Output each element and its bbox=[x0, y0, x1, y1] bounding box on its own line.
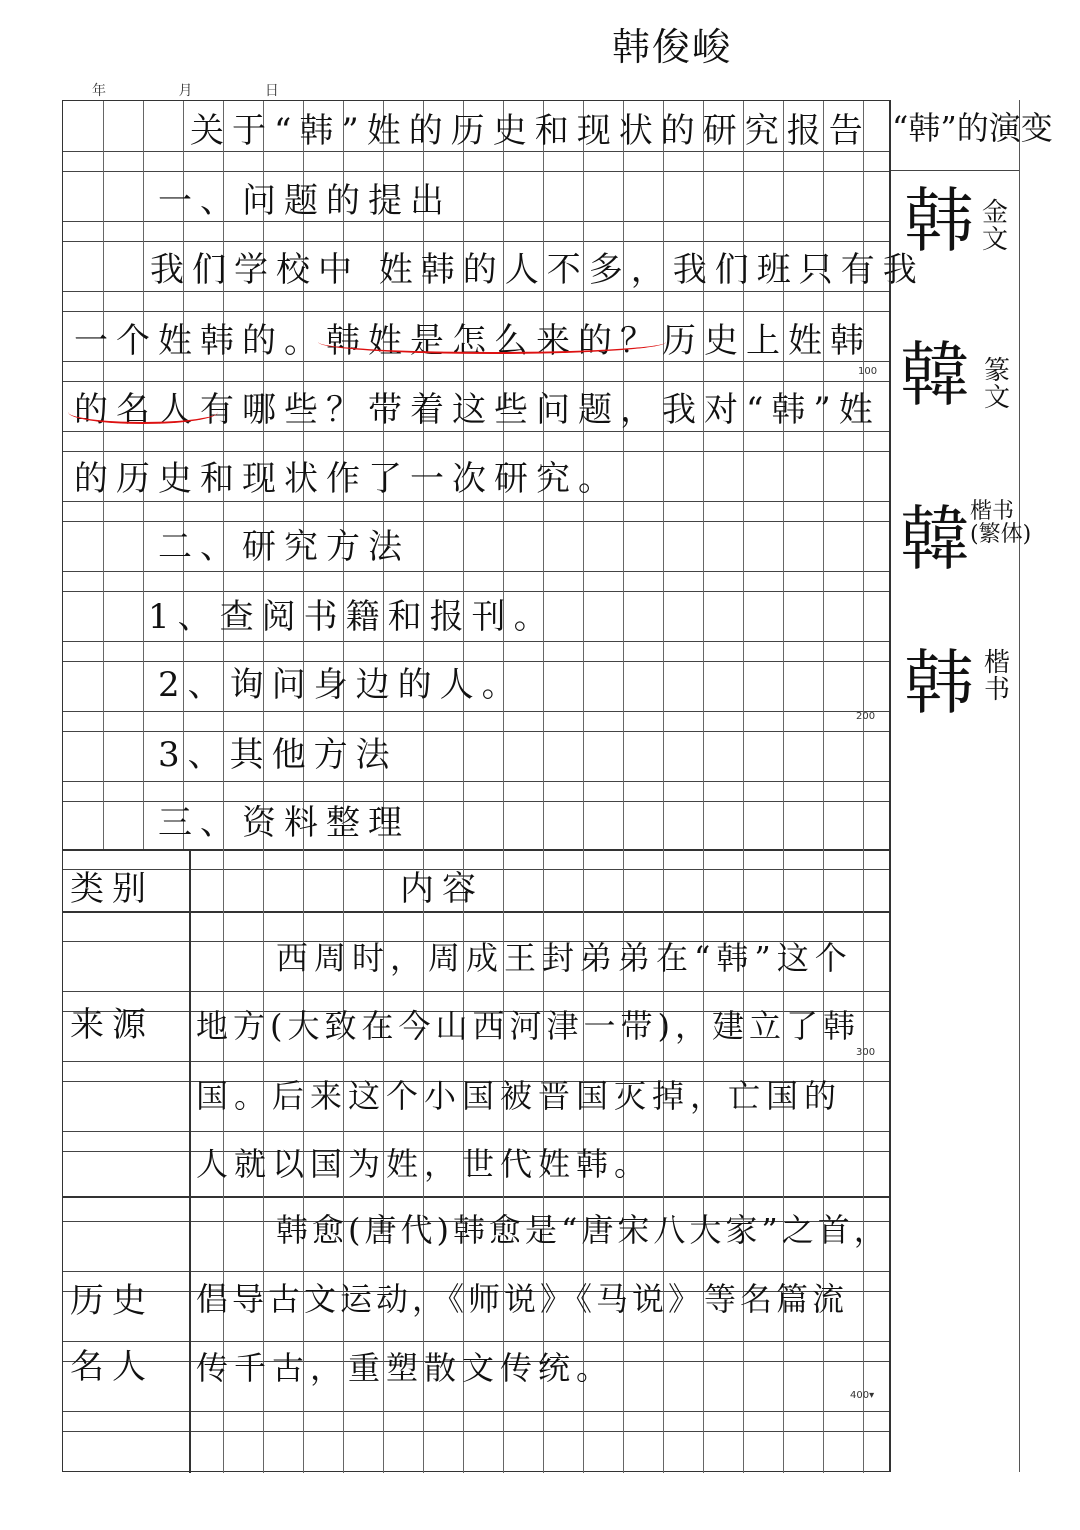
page-marker-200: 200 bbox=[856, 711, 876, 722]
page-marker-100: 100 bbox=[858, 366, 878, 377]
para1-line1: 我们学校中 姓韩的人不多，我们班只有我 bbox=[150, 250, 925, 290]
report-title: 关于“韩”姓的历史和现状的研究报告 bbox=[190, 111, 871, 151]
label-zhuanwen: 篆文 bbox=[984, 356, 1011, 414]
row2-line3: 传千古，重塑散文传统。 bbox=[196, 1349, 615, 1387]
para1-line4: 的历史和现状作了一次研究。 bbox=[74, 459, 620, 499]
label-kaishu: 楷书 bbox=[984, 648, 1011, 706]
glyph-kaishu: 韩 bbox=[904, 642, 974, 724]
section2-heading: 二、研究方法 bbox=[158, 527, 410, 567]
page-marker-300: 300 bbox=[856, 1047, 876, 1058]
row2-line2: 倡导古文运动，《师说》《马说》等名篇流 bbox=[196, 1280, 849, 1318]
row1-line2: 地方(大致在今山西河津一带)，建立了韩 bbox=[196, 1007, 860, 1045]
glyph-jinwen: 韩 bbox=[904, 180, 974, 262]
para1-line2: 一个姓韩的。韩姓是怎么来的？历史上姓韩 bbox=[74, 321, 872, 361]
row1-line4: 人就以国为姓，世代姓韩。 bbox=[196, 1145, 653, 1183]
page-marker-400: 400▾ bbox=[850, 1390, 875, 1401]
method-1: 1、查阅书籍和报刊。 bbox=[148, 597, 556, 637]
table-header-category: 类别 bbox=[70, 869, 154, 909]
row2-category-line2: 名人 bbox=[70, 1347, 154, 1387]
label-jinwen: 金文 bbox=[982, 198, 1009, 256]
method-3: 3、其他方法 bbox=[158, 735, 398, 775]
section1-heading: 一、问题的提出 bbox=[158, 181, 452, 221]
row1-line3: 国。后来这个小国被晋国灭掉，亡国的 bbox=[196, 1077, 843, 1115]
row1-category: 来源 bbox=[70, 1005, 154, 1045]
glyph-kaishu-traditional: 韓 bbox=[900, 498, 970, 580]
method-2: 2、询问身边的人。 bbox=[158, 665, 524, 705]
date-header: 年 月 日 bbox=[92, 83, 313, 99]
label-kaishu-traditional: 楷书(繁体) bbox=[970, 499, 1032, 548]
sidebar-evolution-panel bbox=[890, 100, 1020, 1472]
para1-line3: 的名人有哪些？带着这些问题，我对“韩”姓 bbox=[74, 390, 881, 430]
table-header-content: 内容 bbox=[400, 869, 484, 909]
section3-heading: 三、资料整理 bbox=[158, 803, 410, 843]
row1-line1: 西周时，周成王封弟弟在“韩”这个 bbox=[276, 939, 853, 977]
red-underline-mark bbox=[68, 400, 218, 424]
row2-line1: 韩愈(唐代)韩愈是“唐宋八大家”之首， bbox=[276, 1211, 890, 1249]
red-underline-mark bbox=[318, 330, 666, 354]
glyph-zhuanwen: 韓 bbox=[900, 334, 970, 416]
row2-category-line1: 历史 bbox=[70, 1281, 154, 1321]
grid-paper bbox=[62, 100, 890, 1472]
author-signature: 韩俊峻 bbox=[612, 25, 733, 69]
sidebar-title: “韩”的演变 bbox=[892, 109, 1053, 147]
